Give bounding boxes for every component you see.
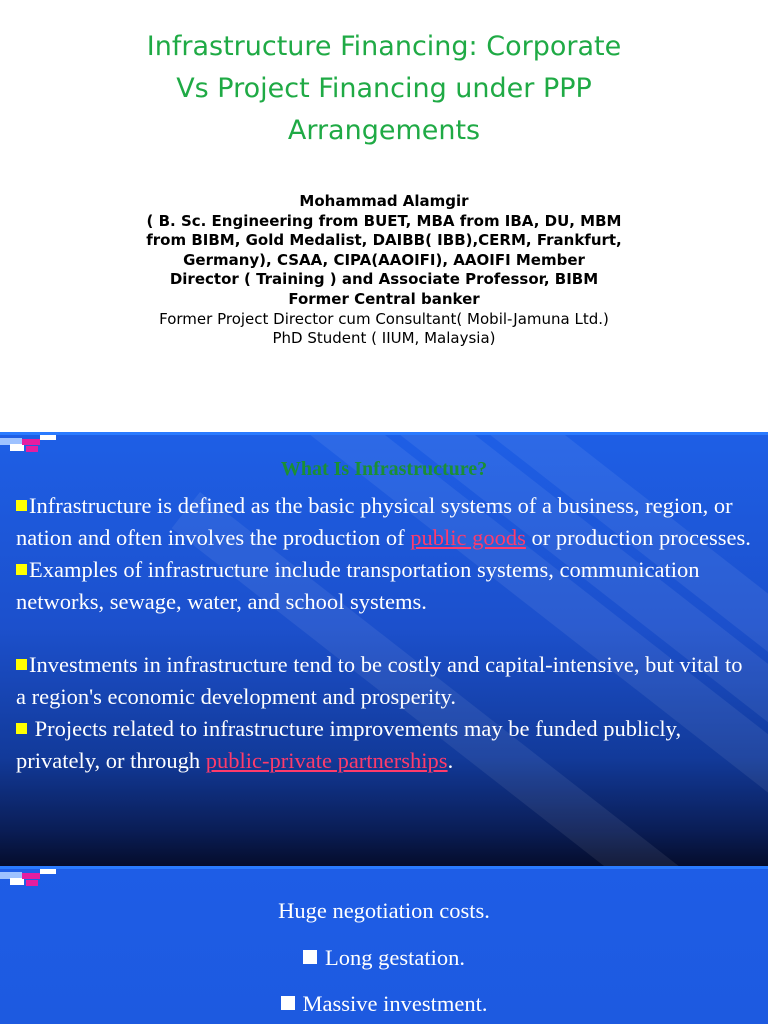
author-position-line: Director ( Training ) and Associate Professor, BIBM xyxy=(169,270,599,289)
public-goods-link[interactable]: public goods xyxy=(410,525,526,550)
author-credentials-line: from BIBM, Gold Medalist, DAIBB( IBB),CERM, Frankfurt, xyxy=(146,231,622,250)
bullet-paragraph: Investments in infrastructure tend to be costly and capital-intensive, but vital to a region's economic development and prosperity. xyxy=(16,652,743,709)
title-slide xyxy=(0,0,768,432)
square-bullet-icon xyxy=(281,996,295,1010)
slide-title xyxy=(0,26,768,152)
corner-decoration-icon xyxy=(0,432,62,458)
title-line: Infrastructure Financing: Corporate xyxy=(146,31,622,62)
square-bullet-icon xyxy=(303,950,317,964)
title-line: Vs Project Financing under PPP xyxy=(176,73,592,104)
square-bullet-icon xyxy=(16,723,27,734)
ppp-link[interactable]: public-private partnerships xyxy=(205,748,448,773)
slide-body xyxy=(0,888,768,1024)
author-name: Mohammad Alamgir xyxy=(299,192,469,210)
author-credentials-line: Germany), CSAA, CIPA(AAOIFI), AAOIFI Member xyxy=(183,250,585,269)
slide-heading: What Is Infrastructure? xyxy=(280,458,488,480)
author-extra-line: Former Project Director cum Consultant( Mobil-Jamuna Ltd.) xyxy=(159,309,609,328)
square-bullet-icon xyxy=(16,659,27,670)
drawbacks-slide xyxy=(0,866,768,1024)
author-credentials-line: ( B. Sc. Engineering from BUET, MBA from IBA, DU, MBM xyxy=(146,211,622,230)
slide-body xyxy=(16,490,756,777)
square-bullet-icon xyxy=(16,564,27,575)
top-rule xyxy=(0,432,768,435)
list-item: Huge negotiation costs. xyxy=(278,898,490,923)
bullet-paragraph: Examples of infrastructure include transportation systems, communication networks, sewage, water, and school systems. xyxy=(16,557,700,614)
list-item: Long gestation. xyxy=(0,935,768,982)
author-extra-line: PhD Student ( IIUM, Malaysia) xyxy=(272,329,496,348)
bullet-paragraph: Projects related to infrastructure improvements may be funded publicly, privately, or through public-private partnerships. xyxy=(16,716,682,773)
title-line: Arrangements xyxy=(287,115,481,146)
top-rule xyxy=(0,866,768,869)
list-item: Massive investment. xyxy=(0,981,768,1024)
author-block xyxy=(0,192,768,349)
author-position-line: Former Central banker xyxy=(288,289,480,308)
square-bullet-icon xyxy=(16,500,27,511)
bullet-paragraph: Infrastructure is defined as the basic physical systems of a business, region, or nation and often involves the production of public goods or production processes. xyxy=(16,493,751,550)
infrastructure-slide xyxy=(0,432,768,866)
